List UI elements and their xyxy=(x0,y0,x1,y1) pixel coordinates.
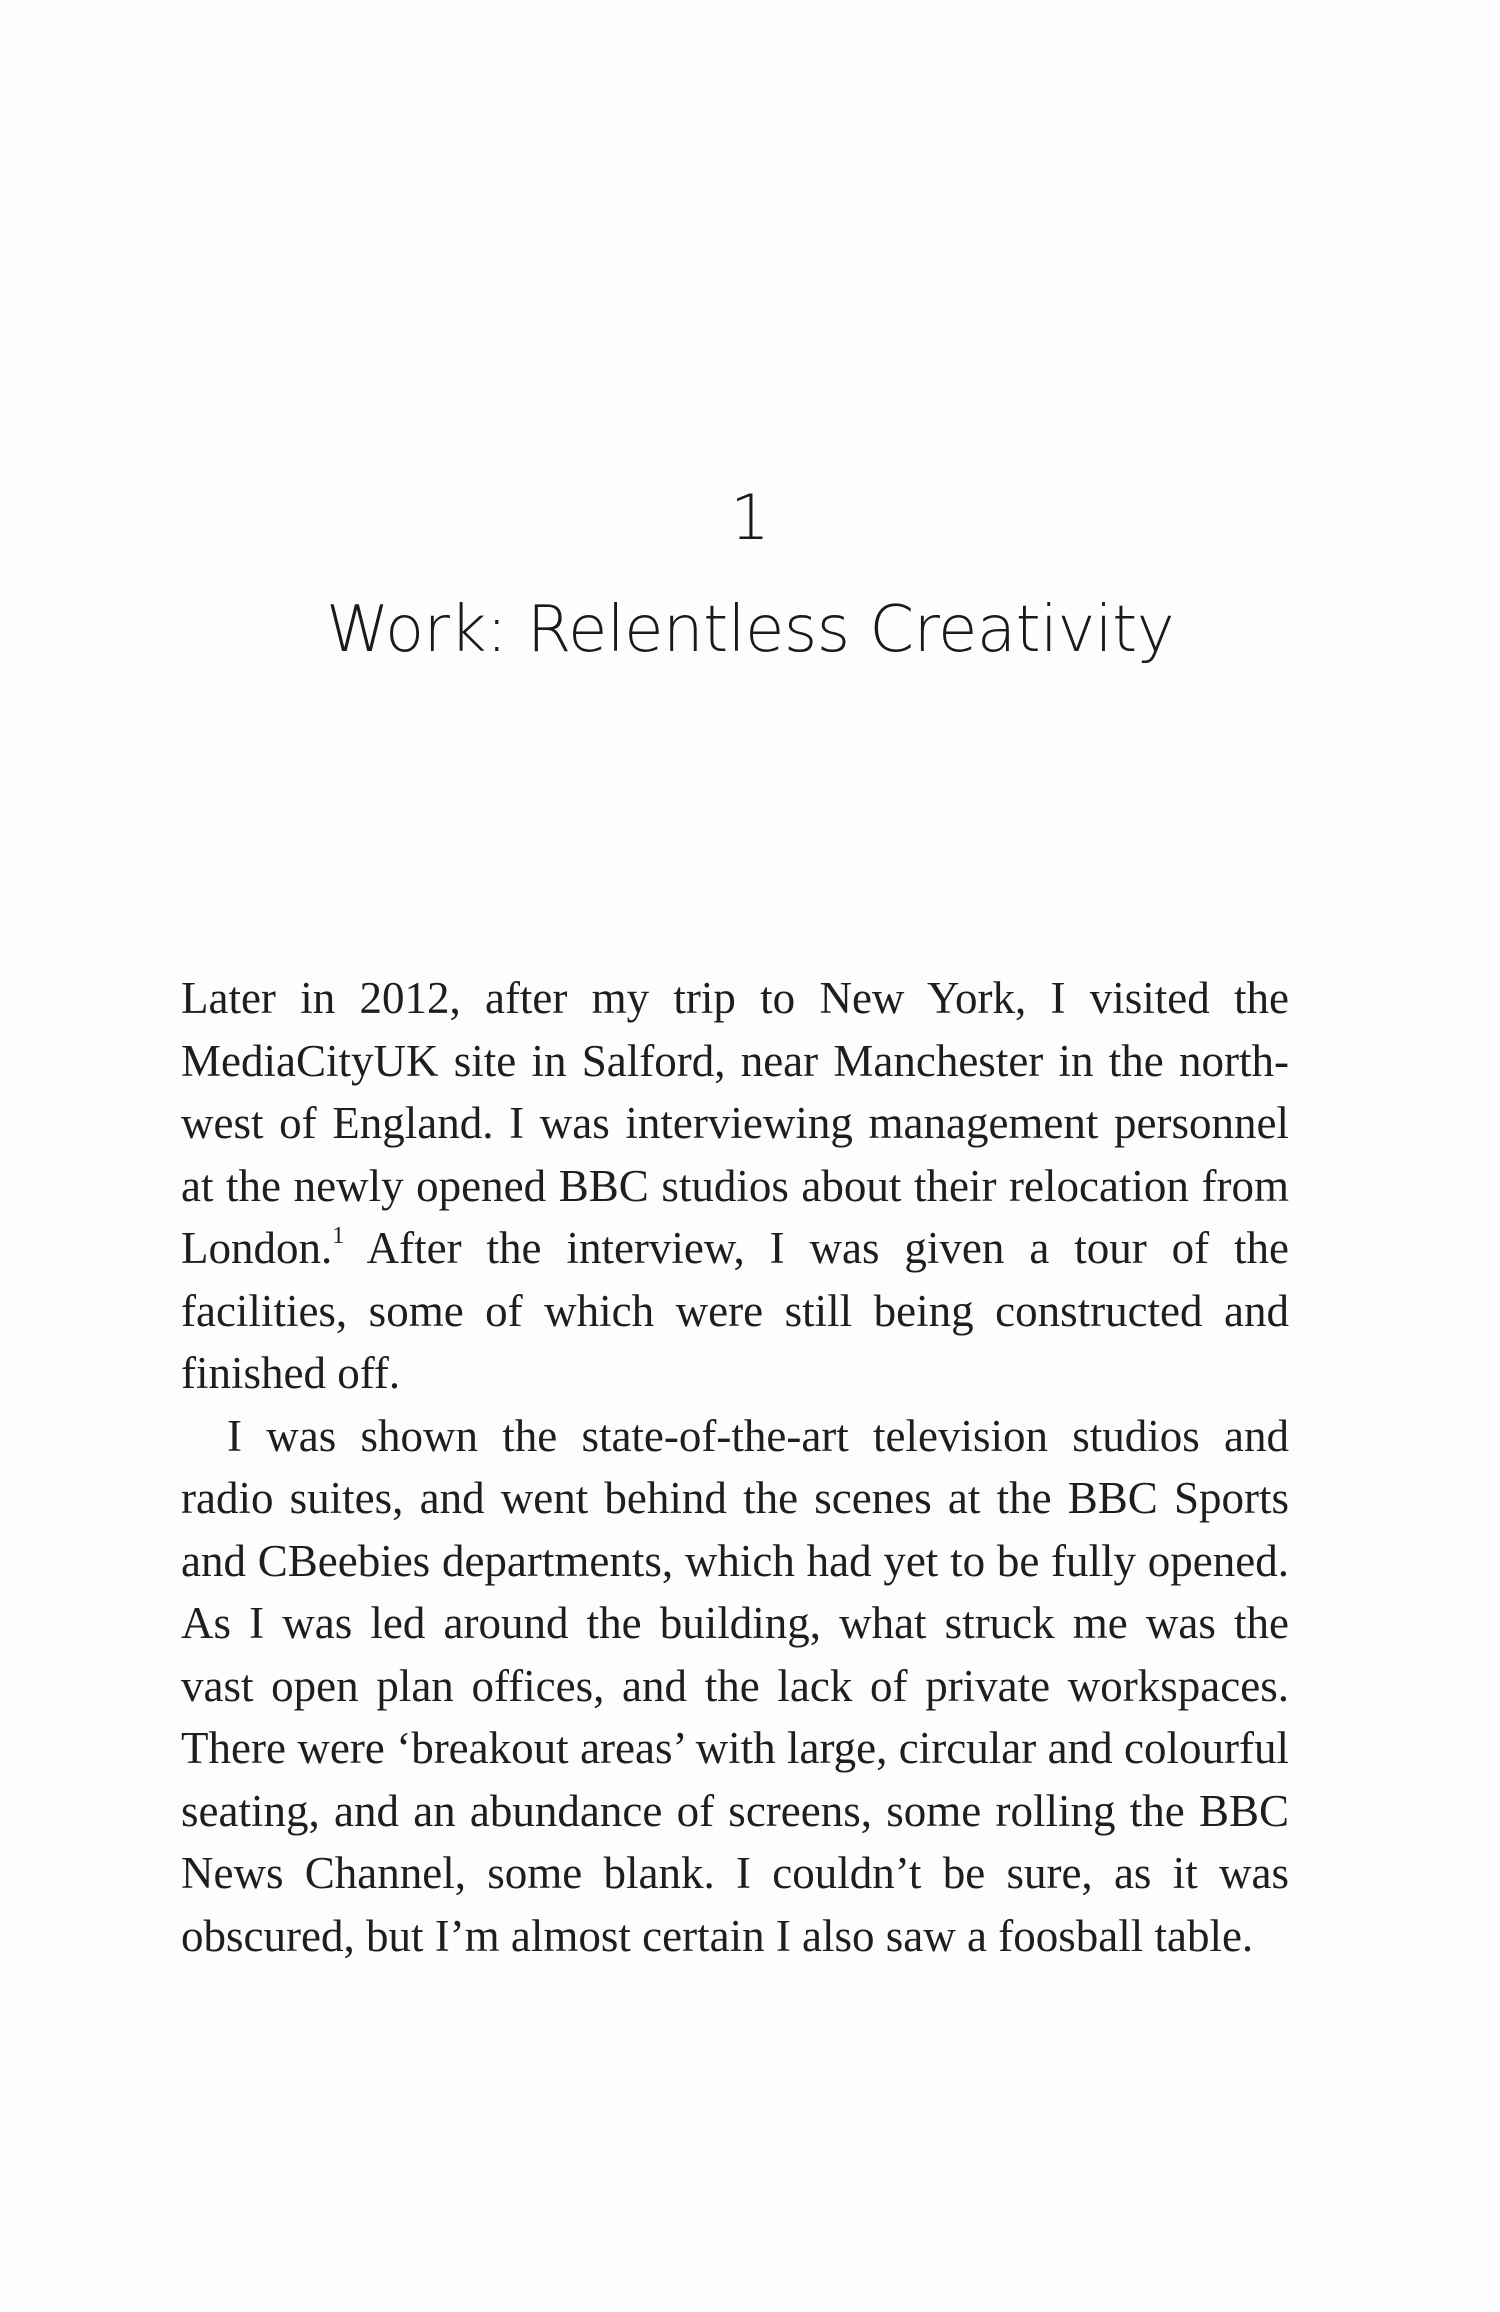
chapter-body xyxy=(181,967,1289,1967)
footnote-reference[interactable]: 1 xyxy=(332,1223,345,1249)
paragraph-2: I was shown the state-of-the-art television studios and radio suites, and went behind the scenes at the BBC Sports and CBeebies departments, which had yet to be fully opened. As I was led around the building, what struck me was the vast open plan offices, and the lack of private workspaces. There were ‘breakout areas’ with large, circular and colourful seating, and an abundance of screens, some rolling the BBC News Channel, some blank. I couldn’t be sure, as it was obscured, but I’m almost certain I also saw a foosball table. xyxy=(181,1410,1289,1961)
paragraph-1 xyxy=(181,967,1289,1405)
paragraph-1-text-b: After the interview, I was given a tour of the facilities, some of which were still being constructed and finished off. xyxy=(181,1223,1289,1398)
chapter-number: 1 xyxy=(730,481,770,554)
paragraph-1-text-a: Later in 2012, after my trip to New York, I visited the MediaCityUK site in Salford, near Manchester in the northwest of England. I was interviewing management personnel at the newly opened BBC studios about their relocation from London. xyxy=(181,973,1289,1273)
chapter-title: Work: Relentless Creativity xyxy=(325,593,1175,667)
